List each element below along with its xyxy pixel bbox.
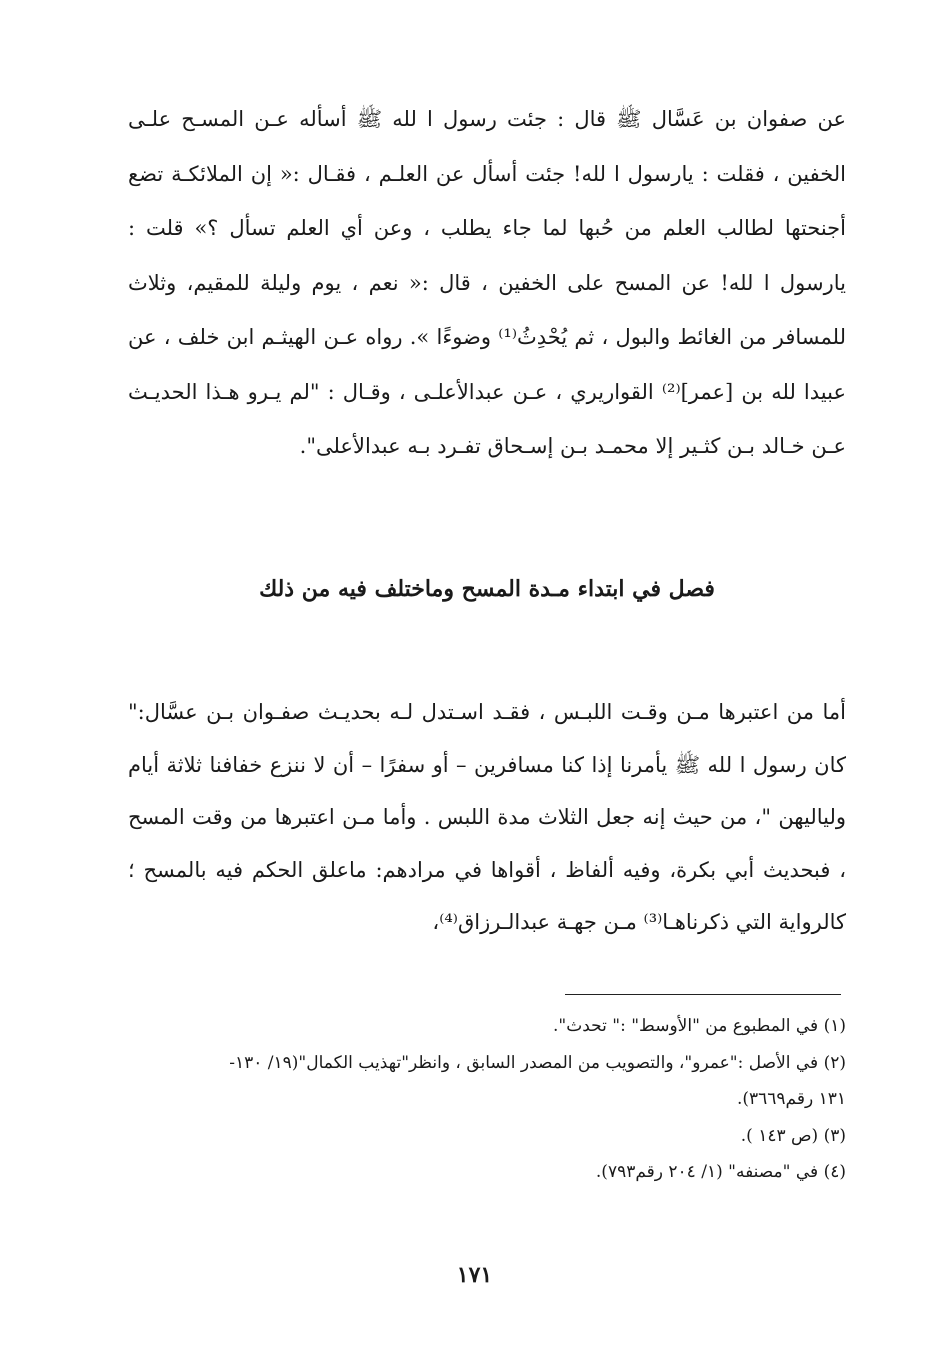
footnote-2: (٢) في الأصل :"عمرو"، والتصويب من المصدر السابق ، وانظر"تهذيب الكمال"(١٩/ ١٣٠- [229,1052,846,1073]
page-number: ١٧١ [456,1262,493,1288]
footnotes-list [128,1008,846,1191]
footnote-separator [565,994,841,995]
body-paragraph-2: أما من اعتبرها مـن وقـت اللبـس ، فقـد اسـتدل لـه بحديـث صفـوان بـن عسَّال:" كان رسول ا لله ﷺ يأمرنا إذا كنا مسافرين – أو سفرًا – أن لا ننزع خفافنا ثلاثة أيام ولياليهن "، من حيث إنه جعل الثلاث مدة اللبس . وأما مـن اعتبرها من وقت المسح ، فبحديث أبي بكرة، وفيه ألفاظ ، أقواها في مرادهم: ماعلق الحكم فيه بالمسح ؛ كالرواية التي ذكرناهـا⁽³⁾ مـن جهـة عبدالـرزاق⁽⁴⁾، [128,700,846,934]
footnote-2-continuation: ١٣١ رقم٣٦٦٩). [736,1089,846,1109]
body-paragraph-1: عن صفوان بن عَسَّال ﷺ قال : جئت رسول ا لله ﷺ أسأله عـن المسـح علـى الخفين ، فقلت : يارسول ا لله! جئت أسأل عن العلـم ، فقـال :« إن الملائكـة تضع أجنحتها لطالب العلم من حُبها لما جاء يطلب ، وعن أي العلم تسأل ؟» قلت : يارسول ا لله! عن المسح على الخفين ، قال :« نعم ، يوم وليلة للمقيم، وثلاث للمسافر من الغائط والبول ، ثم يُحْدِثُ⁽¹⁾ وضوءًا ». رواه عـن الهيثـم ابن خلف ، عن عبيدا لله بن [عمر]⁽²⁾ القواريري ، عـن عبدالأعلـى ، وقـال : "لم يـرو هـذا الحديـث عـن خـالد بـن كثـير إلا محمـد بـن إسـحاق تفـرد بـه عبدالأعلى". [128,107,846,458]
footnote-4: (٤) في "مصنفه" (١/ ٢٠٤ رقم٧٩٣). [595,1162,846,1182]
section-heading: فصل في ابتداء مـدة المسح وماختلف فيه من ذلك [259,576,715,602]
footnote-1: (١) في المطبوع من "الأوسط" :" تحدث". [553,1016,846,1036]
footnote-3: (٣) (ص ١٤٣ ). [740,1125,846,1146]
